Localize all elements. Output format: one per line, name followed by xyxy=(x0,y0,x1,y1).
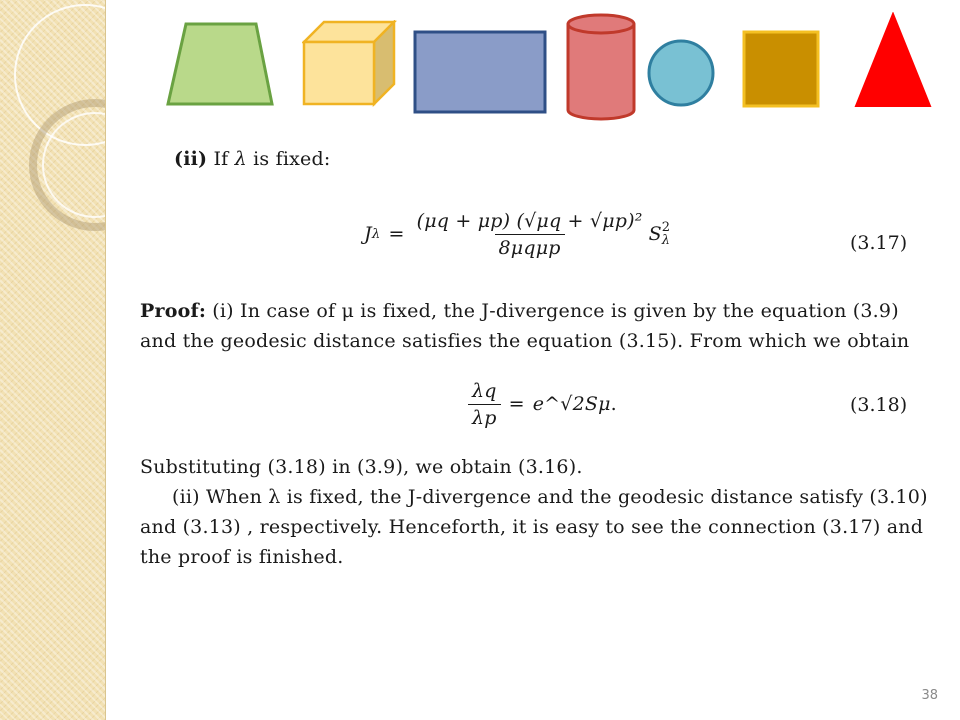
cube-shape xyxy=(302,20,397,108)
rectangle-shape xyxy=(413,30,548,114)
exponential-term: e^√2Sμ xyxy=(532,393,611,415)
case-ii-label: (ii) xyxy=(174,148,208,170)
equation-number-3-18: (3.18) xyxy=(850,394,908,416)
equation-3-18: $\frac{\lambda q}{\lambda p}$ = e^√2Sμ . xyxy=(468,370,617,438)
circle-shape xyxy=(646,38,716,108)
equation-fraction xyxy=(413,210,647,259)
paragraph-line-4: the proof is finished. xyxy=(140,546,344,568)
proof-label: Proof: xyxy=(140,300,207,322)
page-number: 38 xyxy=(921,688,938,703)
ring-large xyxy=(15,5,105,145)
fraction-numerator: (μq + μp) (√μq + √μp)² xyxy=(416,209,643,232)
decorative-rings xyxy=(0,0,105,720)
equation-number-3-17: (3.17) xyxy=(850,232,908,254)
equation-3-17: J λ = $\frac{\text{(μq + μp) (√μq + √μp)²}}{\text{8μqμp}}$ S 2 λ xyxy=(364,209,671,259)
paragraph-line-2: (ii) When λ is fixed, the J-divergence and the geodesic distance satisfy (3.10) xyxy=(172,486,928,508)
cylinder-shape xyxy=(565,12,637,124)
case-ii-heading: (ii) If λ is fixed: xyxy=(174,148,331,170)
proof-line-1: Proof: (i) In case of μ is fixed, the J-divergence is given by the equation (3.9) xyxy=(140,300,899,322)
paragraph-line-1: Substituting (3.18) in (3.9), we obtain (3.16). xyxy=(140,456,583,478)
trapezoid-shape xyxy=(166,22,276,108)
fraction-denominator: 8μqμp xyxy=(495,234,565,259)
square-shape xyxy=(742,30,820,108)
decorative-sidebar xyxy=(0,0,106,720)
paragraph-line-3: and (3.13) , respectively. Henceforth, it is easy to see the connection (3.17) and xyxy=(140,516,924,538)
ring-inner xyxy=(43,113,105,217)
triangle-shape xyxy=(854,12,932,108)
proof-line-2: and the geodesic distance satisfies the equation (3.15). From which we obtain xyxy=(140,330,910,352)
lambda-ratio: $\frac{\lambda q}{\lambda p}$ xyxy=(468,380,501,429)
